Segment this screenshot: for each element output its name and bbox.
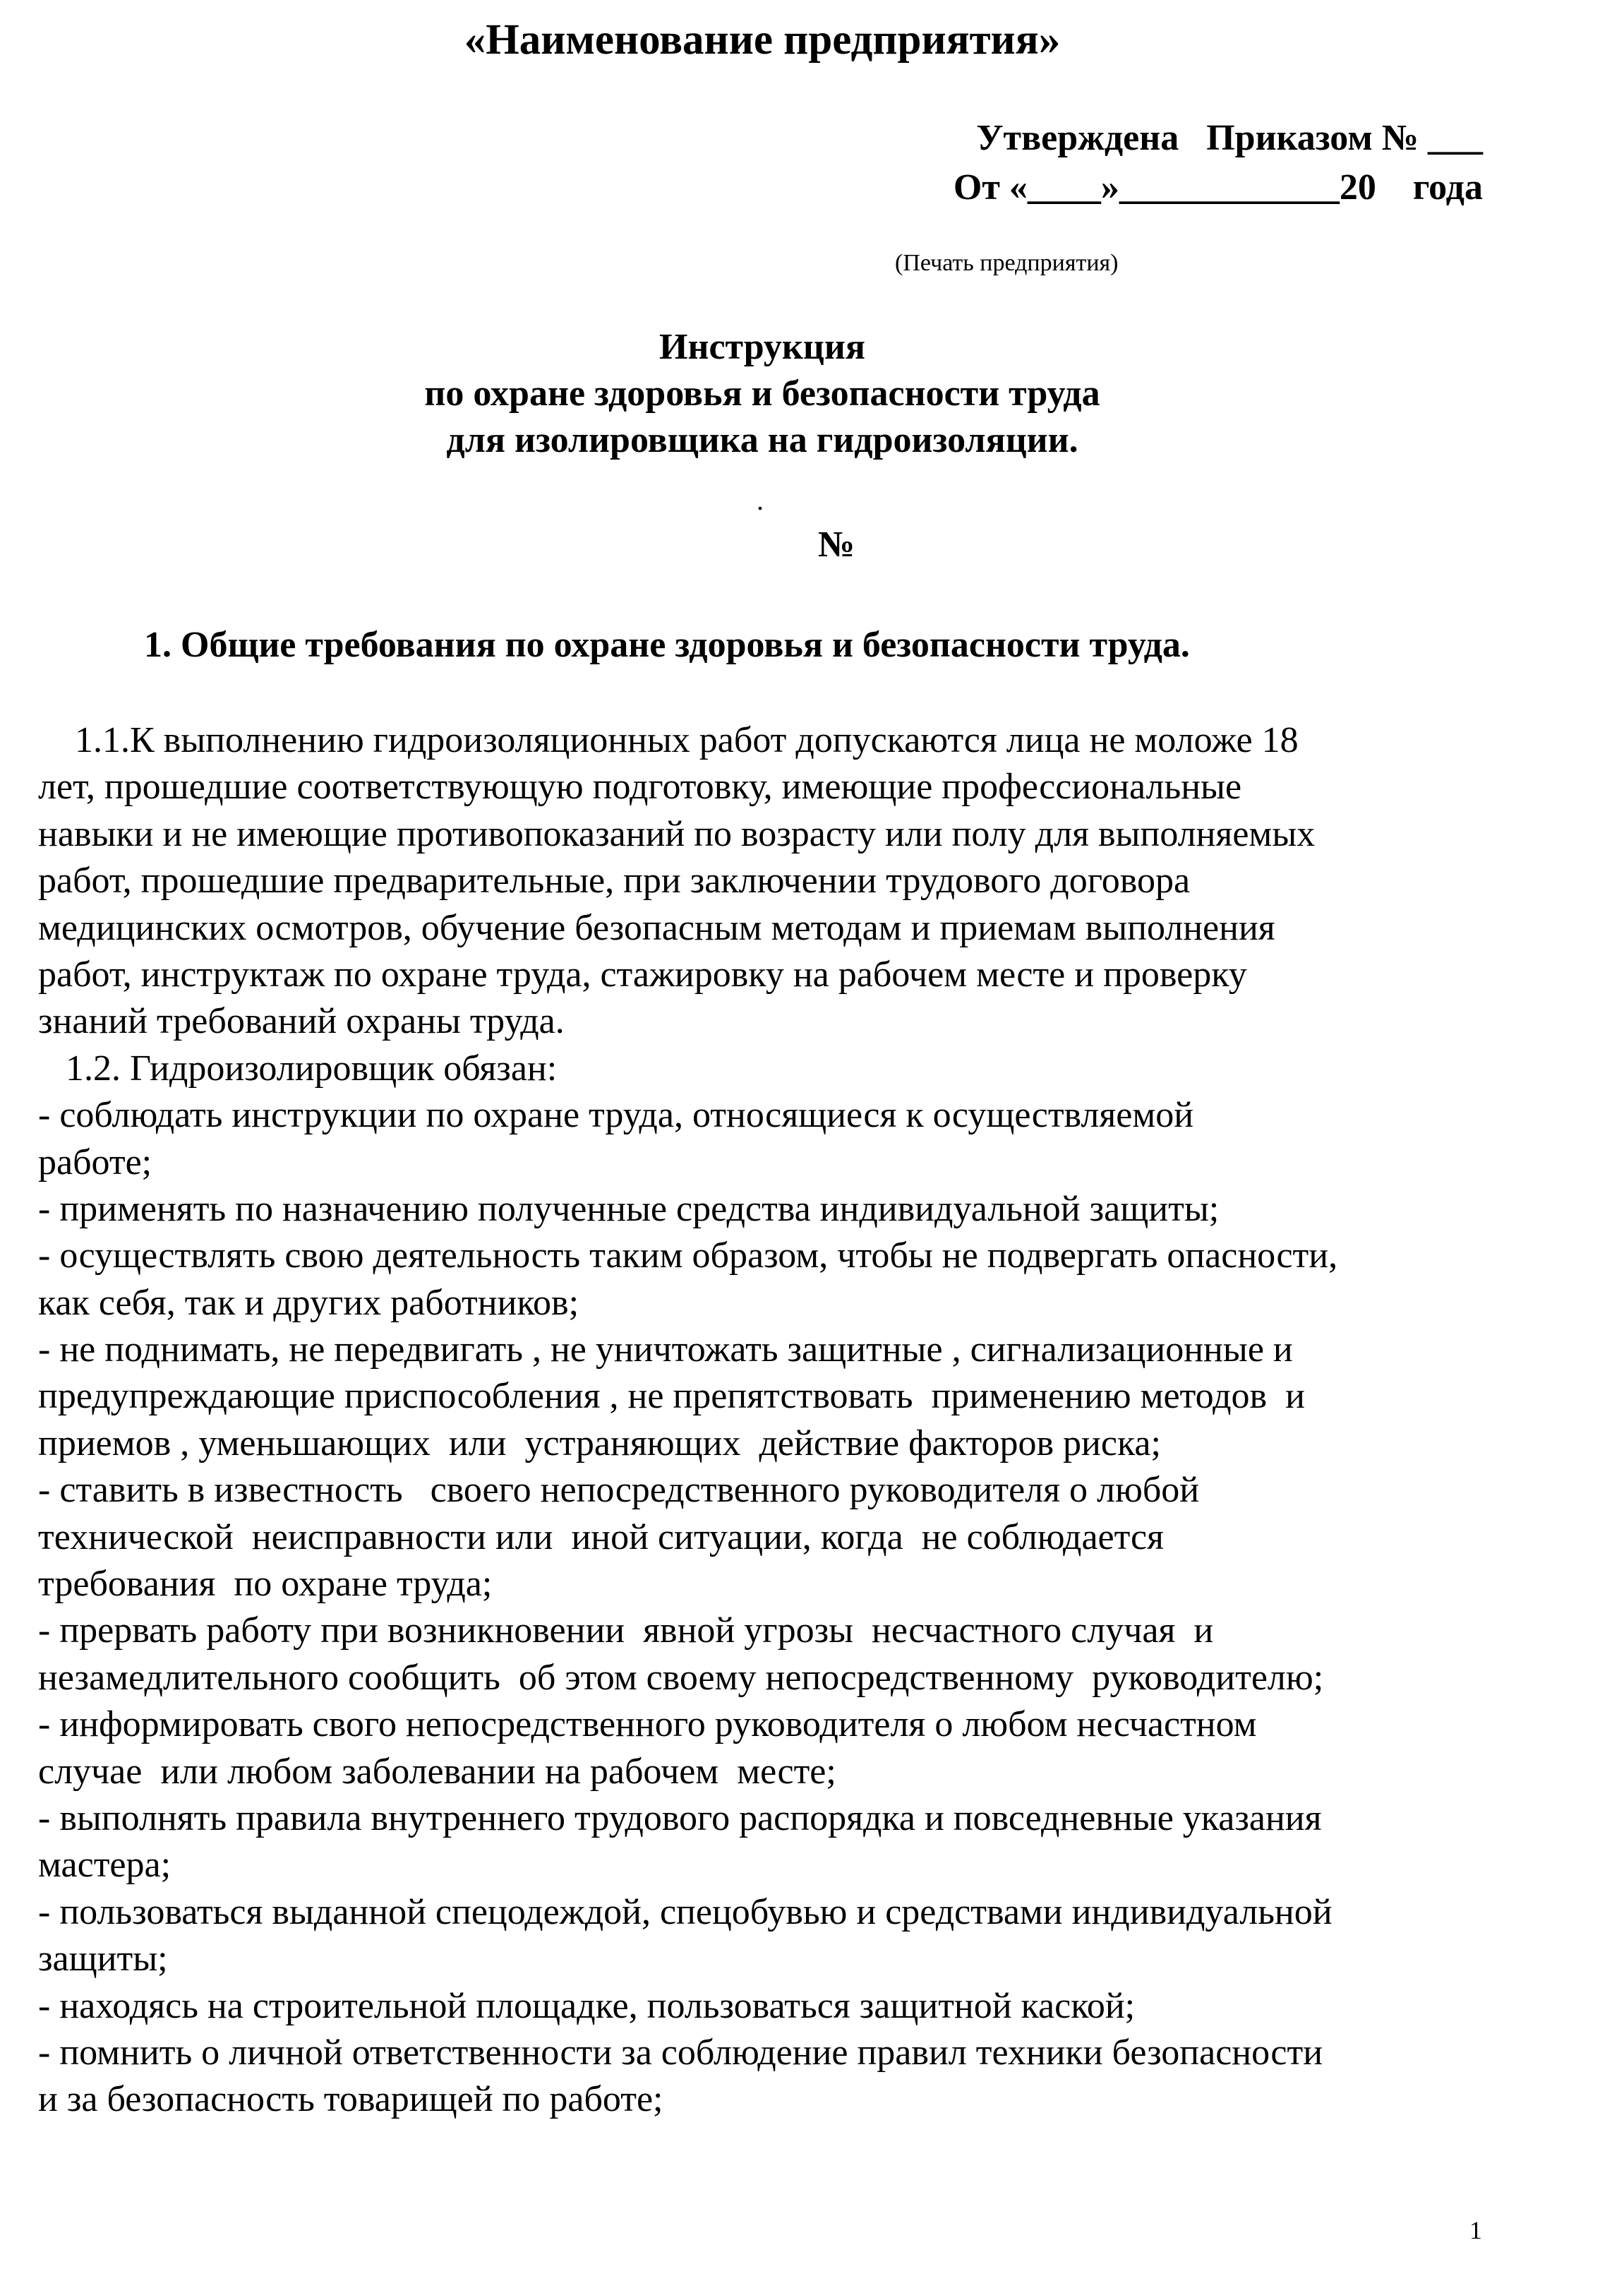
body-line: работ, инструктаж по охране труда, стажировку на рабочем месте и проверку	[38, 954, 1247, 995]
body-line: 1.1.К выполнению гидроизоляционных работ допускаются лица не моложе 18	[38, 720, 1299, 760]
company-name: «Наименование предприятия»	[464, 16, 1061, 64]
body-line: лет, прошедшие соответствующую подготовку, имеющие профессиональные	[38, 767, 1242, 808]
body-line: приемов , уменьшающих или устраняющих действие факторов риска;	[38, 1423, 1161, 1463]
body-line: - прервать работу при возникновении явной угрозы несчастного случая и	[38, 1610, 1214, 1651]
title-dot: .	[757, 484, 764, 516]
body-line: случае или любом заболевании на рабочем месте;	[38, 1751, 836, 1792]
body-line: - применять по назначению полученные средства индивидуальной защиты;	[38, 1188, 1220, 1229]
body-line: - не поднимать, не передвигать , не уничтожать защитные , сигнализационные и	[38, 1329, 1293, 1370]
body-line: и за безопасность товарищей по работе;	[38, 2079, 663, 2120]
body-line: незамедлительного сообщить об этом своему непосредственному руководителю;	[38, 1657, 1324, 1698]
document-subtitle-line-1: по охране здоровья и безопасности труда	[424, 373, 1100, 414]
body-line: - выполнять правила внутреннего трудового распорядка и повседневные указания	[38, 1797, 1322, 1838]
section-heading: 1. Общие требования по охране здоровья и безопасности труда.	[144, 625, 1190, 665]
body-line: знаний требований охраны труда.	[38, 1001, 565, 1042]
document-subtitle-line-2: для изолировщика на гидроизоляции.	[446, 420, 1078, 460]
body-line: - информировать свого непосредственного руководителя о любом несчастном	[38, 1704, 1257, 1745]
body-line: 1.2. Гидроизолировщик обязан:	[38, 1048, 558, 1089]
body-line: - помнить о личной ответственности за соблюдение правил техники безопасности	[38, 2032, 1323, 2073]
body-line: - осуществлять свою деятельность таким образом, чтобы не подвергать опасности,	[38, 1235, 1338, 1276]
body-line: требования по охране труда;	[38, 1564, 493, 1605]
body-line: навыки и не имеющие противопоказаний по возрасту или полу для выполняемых	[38, 813, 1316, 854]
document-number-sign: №	[817, 525, 855, 565]
body-line: медицинских осмотров, обучение безопасным методам и приемам выполнения	[38, 907, 1275, 948]
page-number: 1	[1469, 2216, 1482, 2244]
approval-line: Утверждена Приказом № ___	[976, 118, 1483, 158]
body-line: как себя, так и других работников;	[38, 1282, 579, 1323]
body-line: технической неисправности или иной ситуации, когда не соблюдается	[38, 1516, 1164, 1557]
body-line: - находясь на строительной площадке, пользоваться защитной каской;	[38, 1985, 1136, 2026]
document-title: Инструкция	[659, 327, 865, 367]
body-line: работе;	[38, 1142, 152, 1183]
stamp-note: (Печать предприятия)	[895, 250, 1119, 276]
body-line: - пользоваться выданной спецодеждой, спецобувью и средствами индивидуальной	[38, 1891, 1333, 1932]
body-line: предупреждающие приспособления , не препятствовать применению методов и	[38, 1376, 1305, 1417]
body-line: защиты;	[38, 1939, 168, 1980]
body-line: мастера;	[38, 1845, 172, 1886]
approval-date-line: От «____»____________20 года	[953, 167, 1483, 208]
body-line: - соблюдать инструкции по охране труда, относящиеся к осуществляемой	[38, 1095, 1194, 1136]
body-line: - ставить в известность своего непосредственного руководителя о любой	[38, 1470, 1200, 1511]
section-body	[38, 717, 1534, 2124]
body-line: работ, прошедшие предварительные, при заключении трудового договора	[38, 861, 1191, 902]
